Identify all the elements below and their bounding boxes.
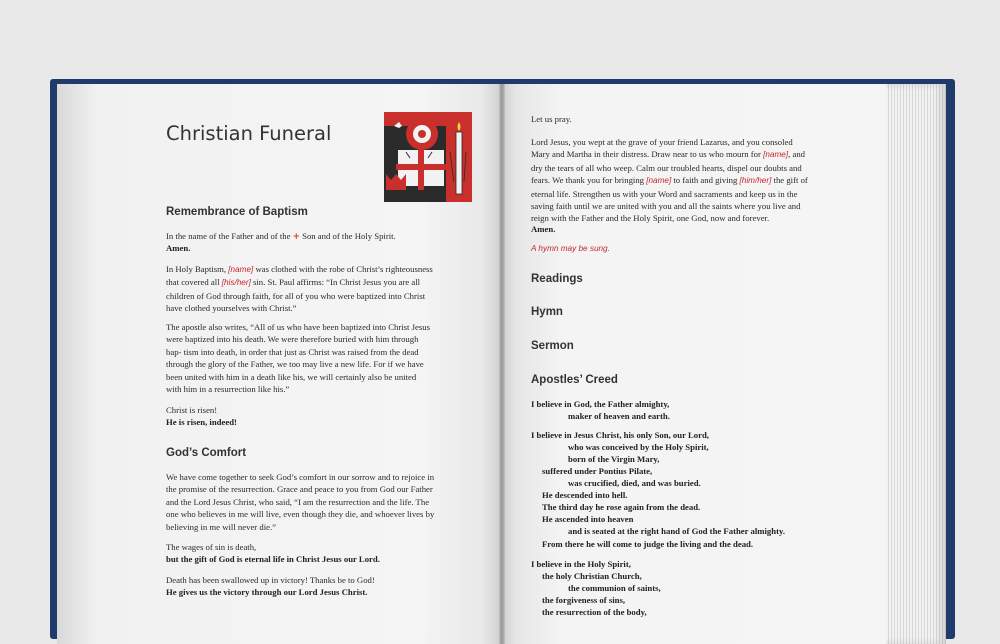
creed-line: I believe in the Holy Spirit, [531, 559, 631, 569]
creed-line: the forgiveness of sins, [542, 595, 626, 605]
creed-line: I believe in God, the Father almighty, [531, 399, 670, 409]
creed-line: was crucified, died, and was buried. [568, 478, 701, 488]
creed-line: and is seated at the right hand of God the Father almighty. [568, 526, 786, 536]
heading-gods-comfort: God’s Comfort [166, 447, 247, 459]
heading-remembrance-of-baptism: Remembrance of Baptism [166, 206, 308, 218]
book-gutter [499, 84, 505, 644]
baptism-paragraph: In Holy Baptism, [name] was clothed with the robe of Christ’s righteousness that covered all [his/her] sin. St. Paul affirms: “In Christ Jesus you are all children of God through faith, for all of you who were baptized into Christ have clothed yourselves with Christ.” [166, 264, 433, 314]
christ-is-risen: Christ is risen! [166, 405, 218, 415]
creed-line: born of the Virgin Mary, [568, 454, 660, 464]
page-title: Christian Funeral [166, 122, 332, 145]
creed-line: the holy Christian Church, [542, 571, 642, 581]
wages-of-sin: The wages of sin is death, [166, 542, 257, 552]
creed-line: who was conceived by the Holy Spirit, [568, 442, 709, 452]
risen-response: He is risen, indeed! [166, 417, 237, 427]
funeral-illustration [384, 112, 472, 202]
invocation: In the name of the Father and of the + Son and of the Holy Spirit. [166, 231, 396, 242]
let-us-pray: Let us pray. [531, 114, 572, 124]
heading-readings: Readings [531, 273, 583, 285]
creed-line: I believe in Jesus Christ, his only Son, our Lord, [531, 430, 709, 440]
page-edges [886, 84, 946, 644]
heading-sermon: Sermon [531, 340, 574, 352]
death-response: He gives us the victory through our Lord Jesus Christ. [166, 587, 368, 597]
creed-line: He ascended into heaven [542, 514, 634, 524]
prayer-amen: Amen. [531, 224, 556, 234]
hymn-rubric: A hymn may be sung. [531, 244, 610, 253]
creed-line: suffered under Pontius Pilate, [542, 466, 653, 476]
creed-line: maker of heaven and earth. [568, 411, 670, 421]
creed-line: the communion of saints, [568, 583, 661, 593]
creed-line: He descended into hell. [542, 490, 628, 500]
prayer-paragraph: Lord Jesus, you wept at the grave of your friend Lazarus, and you consoled Mary and Martha in their distress. Draw near to us who mourn for [name], and dry the tears of all who weep. Calm our troubled hearts, dispel our doubts and fears. We thank you for bringing [name] to faith and giving [him/her] the gift of eternal life. Strengthen us with your Word and sacraments and keep us in the saving faith until we are united with you and all the saints where you live and reign with the Father and the Holy Spirit, one God, now and forever. [531, 137, 808, 224]
right-page [502, 84, 890, 644]
wages-response: but the gift of God is eternal life in Christ Jesus our Lord. [166, 554, 380, 564]
amen-response: Amen. [166, 243, 191, 253]
heading-hymn: Hymn [531, 306, 563, 318]
comfort-paragraph: We have come together to seek God’s comfort in our sorrow and to rejoice in the promise of the resurrection. Grace and peace to you from God our Father and the Lord Jesus Christ, who said, “I am the resurrection and the life. The one who believes in me will live, even though they die, and whoever lives by believing in me will never die.” [166, 472, 435, 532]
cross-icon: + [292, 232, 300, 242]
apostle-paragraph: The apostle also writes, “All of us who have been baptized into Christ Jesus were baptized into his death. We were therefore buried with him through bap- tism into death, in order that just as Christ was raised from the dead through the glory of the Father, we too may live a new life. For if we have been united with him in a death like his, we will certainly also be united with him in a resurrection like his.” [166, 322, 430, 395]
creed-line: The third day he rose again from the dead. [542, 502, 701, 512]
death-swallowed: Death has been swallowed up in victory! Thanks be to God! [166, 575, 375, 585]
creed-line: From there he will come to judge the living and the dead. [542, 539, 754, 549]
creed-line: the resurrection of the body, [542, 607, 647, 617]
left-page [57, 84, 502, 644]
heading-apostles-creed: Apostles’ Creed [531, 374, 618, 386]
